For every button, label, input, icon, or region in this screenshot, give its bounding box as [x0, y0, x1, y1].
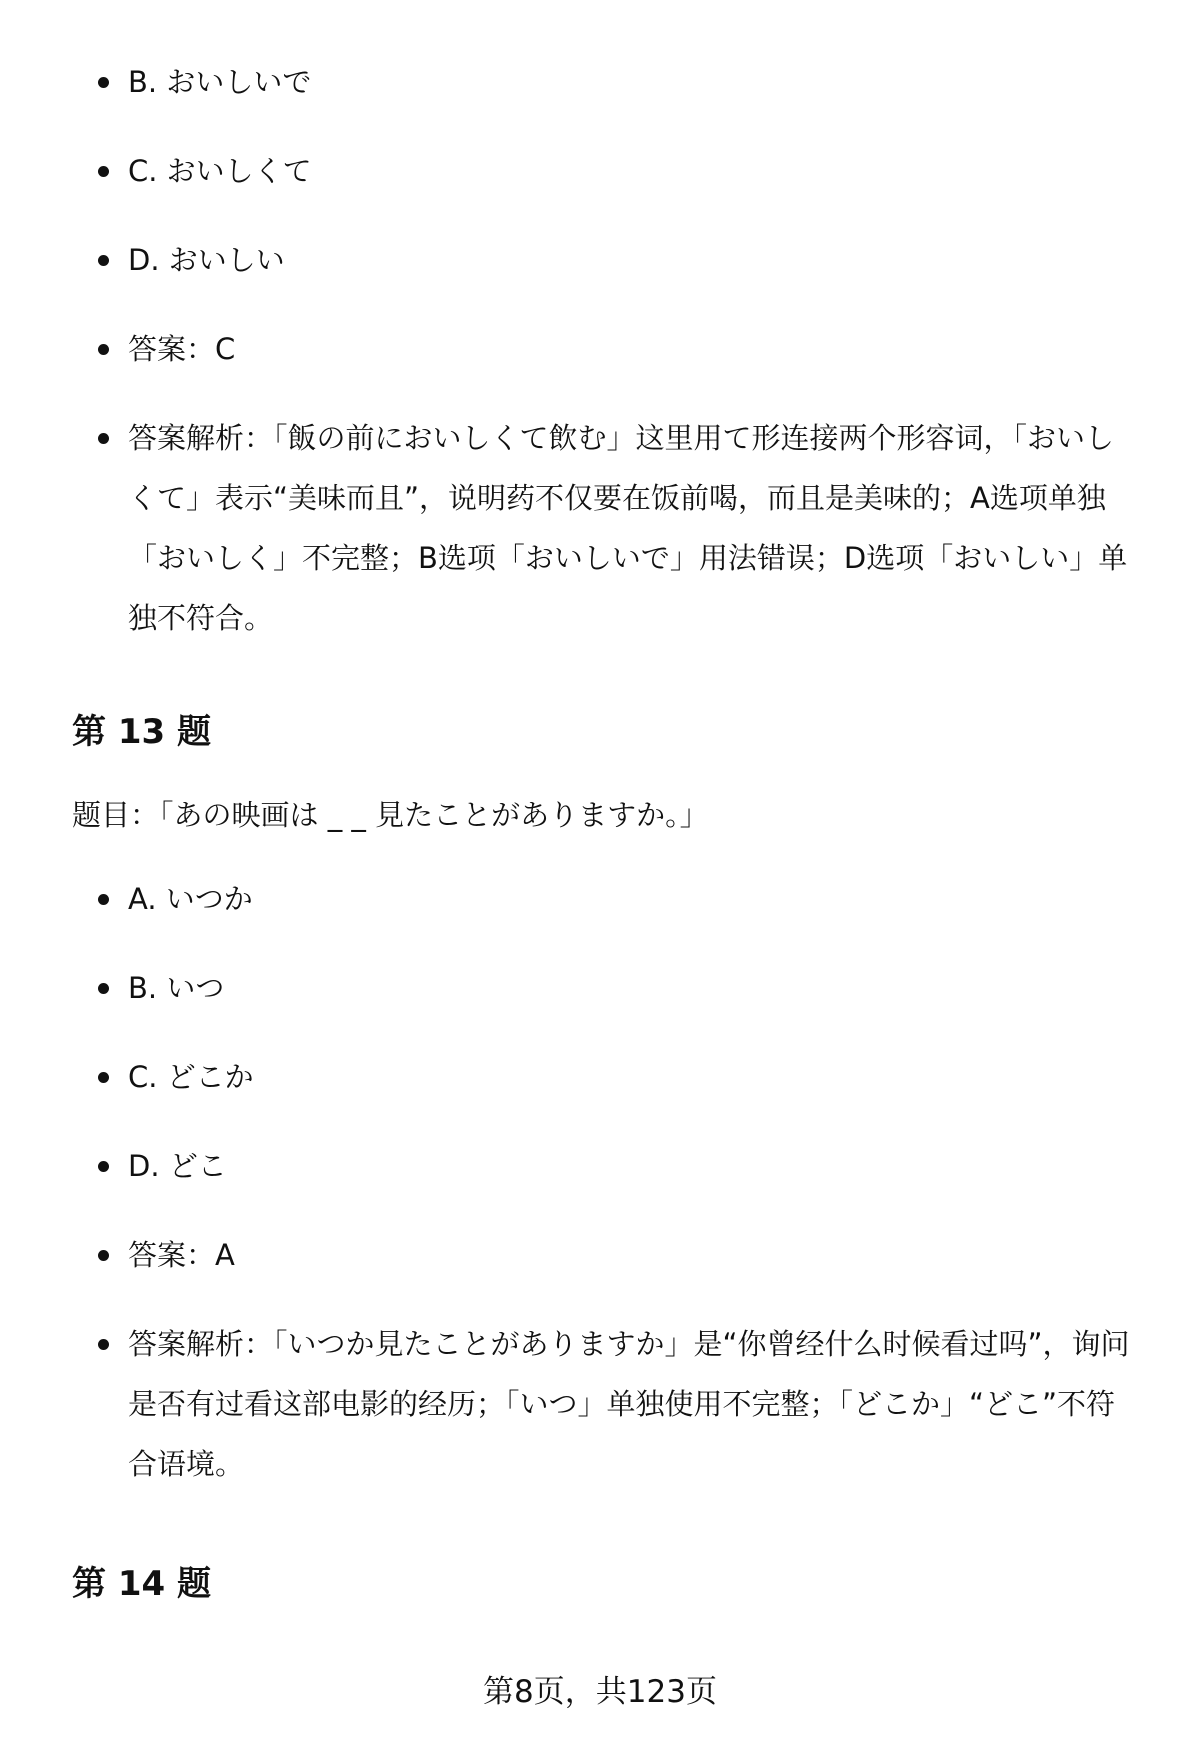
q13-analysis: 答案解析：「いつか見たことがありますか」是“你曾经什么时候看过吗”，询问是否有过看这部电影的经历；「いつ」单独使用不完整；「どこか」“どこ”不符合语境。 [72, 1314, 1152, 1494]
q13-option-d: D. どこ [72, 1136, 1152, 1196]
q12-answer: 答案：C [72, 319, 1152, 379]
q13-title: 第 13 题 [72, 712, 211, 752]
q13-option-a: A. いつか [72, 869, 1152, 929]
q12-analysis: 答案解析：「飯の前においしくて飲む」这里用て形连接两个形容词，「おいしくて」表示“美味而且”，说明药不仅要在饭前喝，而且是美味的；A选项单独「おいしく」不完整；B选项「おいしいで」用法错误；D选项「おいしい」单独不符合。 [72, 408, 1152, 648]
q12-option-list [72, 52, 1152, 648]
q13-prompt: 题目：「あの映画は _ _ 見たことがありますか。」 [72, 798, 709, 832]
q13-answer: 答案：A [72, 1225, 1152, 1285]
q12-option-d: D. おいしい [72, 230, 1152, 290]
q14-title: 第 14 题 [72, 1564, 211, 1604]
q13-option-c: C. どこか [72, 1047, 1152, 1107]
q13-option-list [72, 869, 1152, 1494]
page-content [72, 52, 1152, 1609]
page-footer: 第8页，共123页 [483, 1674, 717, 1710]
q13-option-b: B. いつ [72, 958, 1152, 1018]
q12-option-b: B. おいしいで [72, 52, 1152, 112]
q12-option-c: C. おいしくて [72, 141, 1152, 201]
